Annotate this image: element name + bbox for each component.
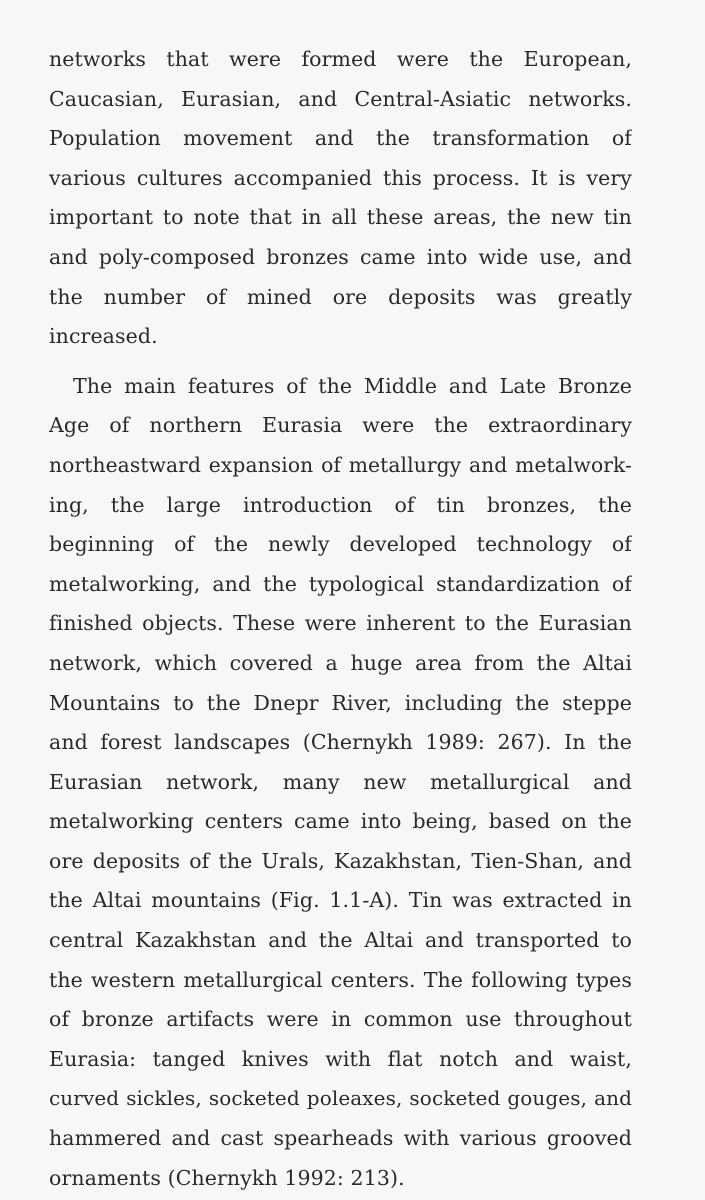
text-line: ornaments (Chernykh 1992: 213). (49, 1165, 405, 1190)
text-line: the Altai mountains (Fig. 1.1-A). Tin was extracted in (49, 888, 632, 913)
text-line: Eurasian network, many new metallurgical and (49, 769, 632, 794)
text-line: ing, the large introduction of tin bronzes, the (49, 492, 632, 517)
text-line: Age of northern Eurasia were the extraordinary (49, 413, 632, 438)
text-line: increased. (49, 324, 158, 349)
text-line: of bronze artifacts were in common use throughout (49, 1007, 632, 1032)
text-line: and poly-composed bronzes came into wide use, and (49, 244, 632, 269)
text-line: ore deposits of the Urals, Kazakhstan, Tien-Shan, and (49, 848, 632, 873)
document-page (49, 40, 632, 1198)
text-line: Mountains to the Dnepr River, including the steppe (49, 690, 632, 715)
text-line: central Kazakhstan and the Altai and transported to (49, 928, 632, 953)
text-line: finished objects. These were inherent to the Eurasian (49, 611, 632, 636)
paragraph-gap (49, 357, 632, 367)
text-line: networks that were formed were the European, (49, 47, 632, 71)
text-line: hammered and cast spearheads with various grooved (49, 1126, 632, 1151)
text-line: beginning of the newly developed technology of (49, 532, 632, 557)
text-line: the western metallurgical centers. The following types (49, 967, 632, 992)
text-line: Caucasian, Eurasian, and Central-Asiatic networks. (49, 86, 632, 111)
text-line: Population movement and the transformation of (49, 126, 632, 151)
text-line: the number of mined ore deposits was greatly (49, 284, 632, 309)
text-line: network, which covered a huge area from the Altai (49, 650, 632, 675)
paragraph-2 (49, 367, 632, 1198)
text-line: metalworking, and the typological standardization of (49, 571, 632, 596)
text-line: important to note that in all these areas, the new tin (49, 205, 632, 230)
text-line: various cultures accompanied this process. It is very (49, 165, 632, 190)
text-line: curved sickles, socketed poleaxes, socketed gouges, and (49, 1086, 632, 1111)
text-line: metalworking centers came into being, based on the (49, 809, 632, 834)
text-line: Eurasia: tanged knives with flat notch and waist, (49, 1046, 632, 1071)
text-line: and forest landscapes (Chernykh 1989: 267). In the (49, 730, 632, 755)
text-line: The main features of the Middle and Late Bronze (73, 373, 632, 398)
paragraph-1 (49, 40, 632, 357)
text-line: northeastward expansion of metallurgy and metalwork- (49, 452, 632, 477)
